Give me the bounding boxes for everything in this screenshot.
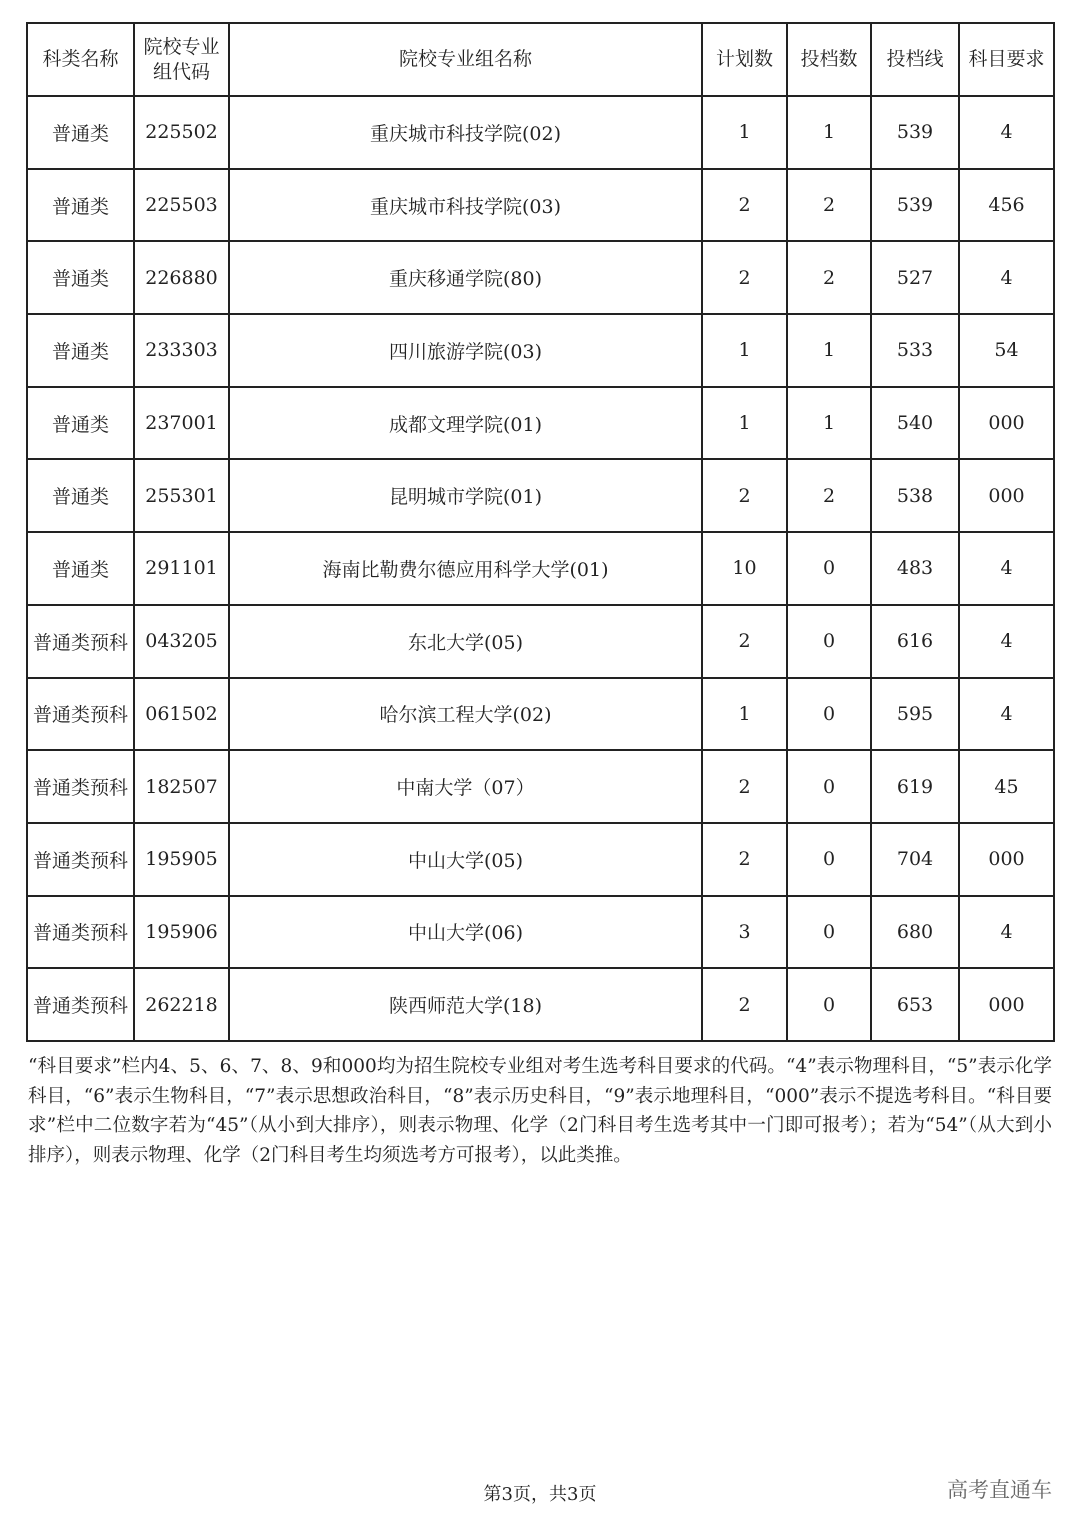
header-plan: 计划数 [702, 23, 787, 96]
cell-plan: 1 [702, 678, 787, 751]
table-row [27, 532, 1054, 605]
cell-category: 普通类预科 [27, 750, 134, 823]
header-admitted: 投档数 [787, 23, 871, 96]
table-row [27, 169, 1054, 242]
cell-score-line: 595 [871, 678, 959, 751]
cell-admitted: 1 [787, 387, 871, 460]
cell-admitted: 0 [787, 605, 871, 678]
cell-plan: 1 [702, 314, 787, 387]
cell-score-line: 616 [871, 605, 959, 678]
cell-score-line: 533 [871, 314, 959, 387]
cell-subject-req: 4 [959, 678, 1054, 751]
cell-admitted: 2 [787, 241, 871, 314]
cell-subject-req: 4 [959, 896, 1054, 969]
cell-group-code: 255301 [134, 459, 229, 532]
cell-group-name: 海南比勒费尔德应用科学大学(01) [229, 532, 702, 605]
cell-score-line: 539 [871, 96, 959, 169]
cell-category: 普通类 [27, 96, 134, 169]
cell-group-name: 中山大学(06) [229, 896, 702, 969]
cell-subject-req: 45 [959, 750, 1054, 823]
table-row [27, 459, 1054, 532]
cell-score-line: 619 [871, 750, 959, 823]
cell-score-line: 680 [871, 896, 959, 969]
cell-score-line: 539 [871, 169, 959, 242]
cell-subject-req: 000 [959, 968, 1054, 1041]
cell-plan: 3 [702, 896, 787, 969]
cell-group-name: 陕西师范大学(18) [229, 968, 702, 1041]
cell-plan: 2 [702, 823, 787, 896]
cell-group-code: 291101 [134, 532, 229, 605]
cell-admitted: 1 [787, 96, 871, 169]
cell-subject-req: 4 [959, 241, 1054, 314]
cell-admitted: 0 [787, 678, 871, 751]
table-header-row [27, 23, 1054, 96]
table-row [27, 678, 1054, 751]
cell-group-name: 东北大学(05) [229, 605, 702, 678]
cell-score-line: 704 [871, 823, 959, 896]
cell-category: 普通类预科 [27, 823, 134, 896]
footnote: “科目要求”栏内4、5、6、7、8、9和000均为招生院校专业组对考生选考科目要求的代码。“4”表示物理科目，“5”表示化学科目，“6”表示生物科目，“7”表示思想政治科目，“8”表示历史科目，“9”表示地理科目，“000”表示不提选考科目。“科目要求”栏中二位数字若为“45”（从小到大排序），则表示物理、化学（2门科目考生选考其中一门即可报考）；若为“54”（从大到小排序），则表示物理、化学（2门科目考生均须选考方可报考），以此类推。 [28, 1056, 1052, 1166]
cell-group-name: 重庆城市科技学院(02) [229, 96, 702, 169]
cell-group-code: 195905 [134, 823, 229, 896]
cell-admitted: 0 [787, 968, 871, 1041]
admission-table [26, 22, 1055, 1042]
cell-subject-req: 4 [959, 532, 1054, 605]
cell-subject-req: 000 [959, 459, 1054, 532]
cell-subject-req: 4 [959, 96, 1054, 169]
cell-plan: 2 [702, 459, 787, 532]
cell-subject-req: 4 [959, 605, 1054, 678]
cell-subject-req: 456 [959, 169, 1054, 242]
cell-group-name: 中山大学(05) [229, 823, 702, 896]
cell-plan: 2 [702, 968, 787, 1041]
cell-group-code: 195906 [134, 896, 229, 969]
cell-plan: 1 [702, 387, 787, 460]
cell-admitted: 0 [787, 532, 871, 605]
cell-plan: 1 [702, 96, 787, 169]
cell-plan: 10 [702, 532, 787, 605]
cell-plan: 2 [702, 605, 787, 678]
cell-admitted: 0 [787, 896, 871, 969]
cell-admitted: 1 [787, 314, 871, 387]
cell-admitted: 2 [787, 169, 871, 242]
cell-group-code: 225502 [134, 96, 229, 169]
cell-score-line: 538 [871, 459, 959, 532]
cell-group-name: 哈尔滨工程大学(02) [229, 678, 702, 751]
table-row [27, 750, 1054, 823]
cell-category: 普通类 [27, 314, 134, 387]
table-row [27, 605, 1054, 678]
table-row [27, 96, 1054, 169]
header-category: 科类名称 [27, 23, 134, 96]
cell-group-name: 成都文理学院(01) [229, 387, 702, 460]
cell-score-line: 527 [871, 241, 959, 314]
cell-group-code: 061502 [134, 678, 229, 751]
cell-subject-req: 000 [959, 823, 1054, 896]
cell-score-line: 653 [871, 968, 959, 1041]
cell-score-line: 540 [871, 387, 959, 460]
header-score-line: 投档线 [871, 23, 959, 96]
cell-category: 普通类预科 [27, 968, 134, 1041]
cell-subject-req: 000 [959, 387, 1054, 460]
cell-group-code: 043205 [134, 605, 229, 678]
watermark: 高考直通车 [947, 1478, 1052, 1502]
cell-group-code: 262218 [134, 968, 229, 1041]
cell-plan: 2 [702, 750, 787, 823]
table-row [27, 241, 1054, 314]
table-row [27, 387, 1054, 460]
cell-group-name: 中南大学（07） [229, 750, 702, 823]
header-group-name: 院校专业组名称 [229, 23, 702, 96]
table-row [27, 314, 1054, 387]
table-row [27, 896, 1054, 969]
cell-admitted: 0 [787, 823, 871, 896]
cell-category: 普通类 [27, 459, 134, 532]
cell-admitted: 0 [787, 750, 871, 823]
cell-admitted: 2 [787, 459, 871, 532]
header-subject-req: 科目要求 [959, 23, 1054, 96]
cell-category: 普通类 [27, 241, 134, 314]
cell-group-name: 昆明城市学院(01) [229, 459, 702, 532]
cell-category: 普通类 [27, 532, 134, 605]
table-row [27, 968, 1054, 1041]
cell-category: 普通类预科 [27, 678, 134, 751]
cell-group-name: 重庆移通学院(80) [229, 241, 702, 314]
cell-subject-req: 54 [959, 314, 1054, 387]
cell-category: 普通类 [27, 387, 134, 460]
cell-group-code: 237001 [134, 387, 229, 460]
cell-score-line: 483 [871, 532, 959, 605]
cell-group-code: 182507 [134, 750, 229, 823]
page-number: 第3页，共3页 [483, 1484, 597, 1505]
cell-group-code: 233303 [134, 314, 229, 387]
cell-plan: 2 [702, 169, 787, 242]
header-group-code: 院校专业组代码 [134, 23, 229, 96]
cell-plan: 2 [702, 241, 787, 314]
cell-group-name: 重庆城市科技学院(03) [229, 169, 702, 242]
cell-group-name: 四川旅游学院(03) [229, 314, 702, 387]
cell-category: 普通类 [27, 169, 134, 242]
cell-category: 普通类预科 [27, 896, 134, 969]
cell-group-code: 226880 [134, 241, 229, 314]
cell-group-code: 225503 [134, 169, 229, 242]
cell-category: 普通类预科 [27, 605, 134, 678]
table-row [27, 823, 1054, 896]
